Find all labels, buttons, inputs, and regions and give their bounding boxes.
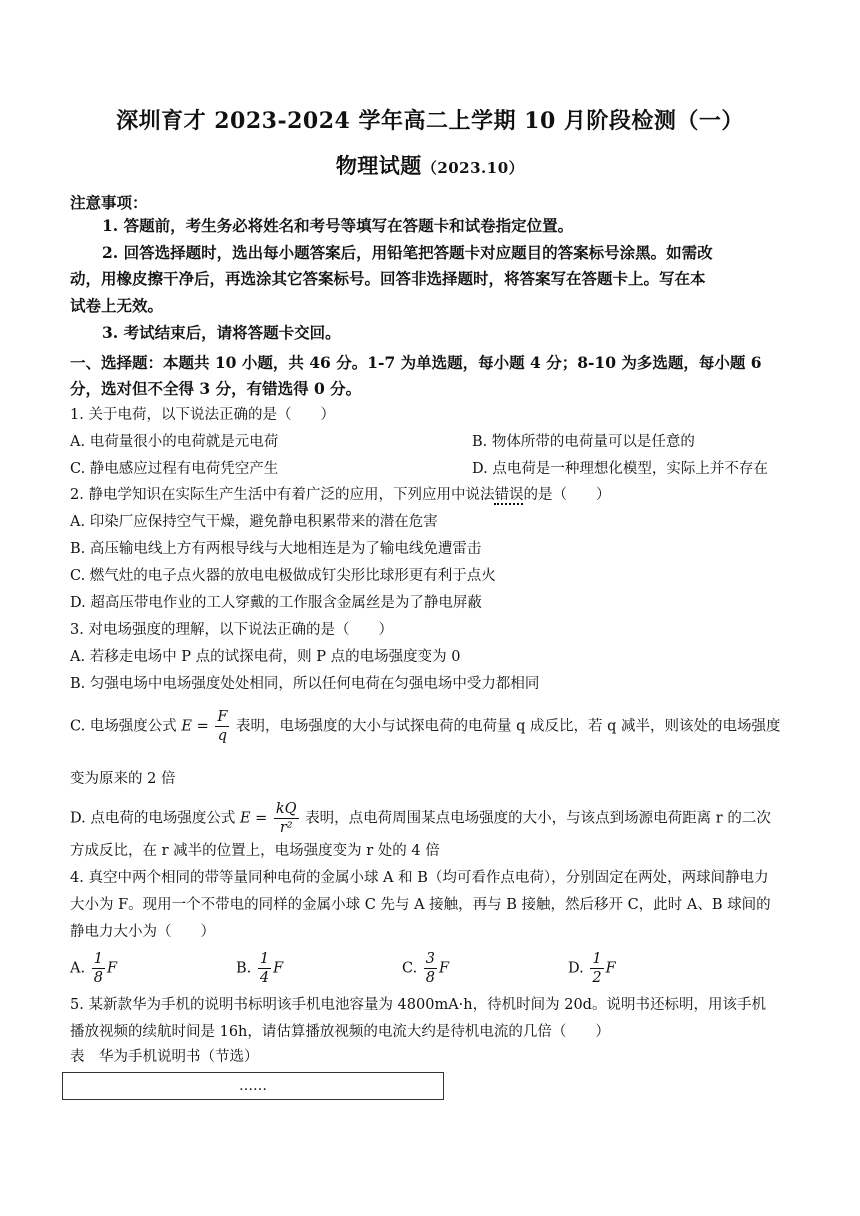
q4-option-a-var: F bbox=[106, 960, 117, 977]
q1-options-row2 bbox=[70, 458, 792, 480]
q2-option-a: A. 印染厂应保持空气干燥，避免静电积累带来的潜在危害 bbox=[70, 514, 438, 530]
exam-subtitle bbox=[0, 150, 860, 180]
q4-option-d bbox=[568, 950, 616, 987]
q4-line3: 静电力大小为（ ） bbox=[70, 924, 215, 940]
q4-option-c-var: F bbox=[439, 960, 450, 977]
q4-option-d-numerator: 1 bbox=[592, 951, 602, 967]
exam-title: 深圳育才 2023-2024 学年高二上学期 10 月阶段检测（一） bbox=[116, 108, 744, 134]
q4-option-d-fraction bbox=[590, 950, 603, 987]
q4-options-row bbox=[70, 950, 792, 990]
q2-stem bbox=[70, 484, 792, 506]
section1-line2: 分，选对但不全得 3 分，有错选得 0 分。 bbox=[70, 379, 362, 398]
notice-item-1: 1. 答题前，考生务必将姓名和考号等填写在答题卡和试卷指定位置。 bbox=[102, 216, 574, 235]
q4-option-b-fraction bbox=[258, 950, 271, 987]
notice-item-3: 3. 考试结束后，请将答题卡交回。 bbox=[102, 323, 341, 342]
subject-name: 物理试题 bbox=[335, 153, 422, 178]
q2-option-d: D. 超高压带电作业的工人穿戴的工作服含金属丝是为了静电屏蔽 bbox=[70, 595, 482, 611]
q1-option-b: B. 物体所带的电荷量可以是任意的 bbox=[472, 434, 695, 450]
q4-option-b bbox=[236, 950, 283, 987]
q3-option-c-pre: C. 电场强度公式 bbox=[70, 718, 177, 735]
q1-stem: 1. 关于电荷，以下说法正确的是（ ） bbox=[70, 407, 335, 423]
notice-item-2-line2: 动，用橡皮擦干净后，再选涂其它答案标号。回答非选择题时，将答案写在答题卡上。写在本 bbox=[70, 269, 706, 288]
q4-option-b-var: F bbox=[273, 960, 284, 977]
q4-option-a bbox=[70, 950, 117, 987]
notice-item-2-line3: 试卷上无效。 bbox=[70, 296, 164, 315]
q1-option-a: A. 电荷量很小的电荷就是元电荷 bbox=[70, 434, 279, 450]
q3-option-c-post: 表明，电场强度的大小与试探电荷的电荷量 q 成反比，若 q 减半，则该处的电场强度 bbox=[236, 718, 781, 735]
q4-option-c-label: C. bbox=[402, 960, 418, 977]
q3-option-d-fraction bbox=[274, 800, 299, 837]
q4-option-d-var: F bbox=[605, 960, 616, 977]
q3-option-b: B. 匀强电场中电场强度处处相同，所以任何电荷在匀强电场中受力都相同 bbox=[70, 676, 540, 692]
q3-option-c-line2: 变为原来的 2 倍 bbox=[70, 771, 176, 787]
q3-option-d-formula-lhs: E = bbox=[239, 810, 268, 827]
q3-option-d-line2: 方成反比，在 r 减半的位置上，电场强度变为 r 处的 4 倍 bbox=[70, 843, 440, 859]
q5-line2: 播放视频的续航时间是 16h，请估算播放视频的电流大约是待机电流的几倍（ ） bbox=[70, 1024, 610, 1040]
q5-spec-table bbox=[62, 1072, 444, 1100]
q4-option-b-label: B. bbox=[236, 960, 252, 977]
q4-option-a-fraction bbox=[92, 950, 105, 987]
q5-line1: 5. 某新款华为手机的说明书标明该手机电池容量为 4800mA·h，待机时间为 20d。说明书还标明，用该手机 bbox=[70, 997, 766, 1013]
q2-stem-post: 的是（ ） bbox=[523, 487, 611, 503]
q3-stem: 3. 对电场强度的理解，以下说法正确的是（ ） bbox=[70, 622, 393, 638]
q3-option-c-numerator: F bbox=[217, 709, 228, 725]
q4-option-c bbox=[402, 950, 449, 987]
q1-option-d: D. 点电荷是一种理想化模型，实际上并不存在 bbox=[472, 461, 768, 477]
q2-stem-pre: 2. 静电学知识在实际生产生活中有着广泛的应用，下列应用中说法 bbox=[70, 487, 495, 503]
q4-line2: 大小为 F。现用一个不带电的同样的金属小球 C 先与 A 接触，再与 B 接触，然后移开 C，此时 A、B 球间的 bbox=[70, 897, 771, 913]
q3-option-d-numerator: kQ bbox=[275, 801, 297, 817]
q3-option-c-denominator: q bbox=[215, 726, 229, 745]
q4-option-c-denominator: 8 bbox=[425, 970, 436, 986]
q3-option-c bbox=[70, 708, 792, 745]
q1-options-row1 bbox=[70, 431, 792, 453]
exam-date: （2023.10） bbox=[421, 159, 525, 177]
notice-item-2-line1: 2. 回答选择题时，选出每小题答案后，用铅笔把答题卡对应题目的答案标号涂黑。如需改 bbox=[102, 243, 713, 262]
q3-option-d-pre: D. 点电荷的电场强度公式 bbox=[70, 810, 236, 827]
q3-option-d-denominator: r² bbox=[274, 818, 299, 837]
q3-option-d-post: 表明，点电荷周围某点电场强度的大小，与该点到场源电荷距离 r 的二次 bbox=[305, 810, 771, 827]
q2-stem-emphasis: 错误 bbox=[494, 487, 524, 503]
q3-option-a: A. 若移走电场中 P 点的试探电荷，则 P 点的电场强度变为 0 bbox=[70, 649, 461, 665]
q1-option-c: C. 静电感应过程有电荷凭空产生 bbox=[70, 461, 279, 477]
q4-option-c-fraction bbox=[424, 950, 437, 987]
q4-option-a-denominator: 8 bbox=[93, 970, 103, 986]
q4-option-b-numerator: 1 bbox=[259, 951, 270, 967]
q4-option-d-denominator: 2 bbox=[592, 970, 602, 986]
q4-option-d-label: D. bbox=[568, 960, 584, 977]
q3-option-d bbox=[70, 800, 792, 837]
q3-option-c-formula-lhs: E = bbox=[181, 718, 209, 735]
section1-line1: 一、选择题：本题共 10 小题，共 46 分。1-7 为单选题，每小题 4 分；8-10 为多选题，每小题 6 bbox=[70, 353, 762, 372]
q2-option-b: B. 高压输电线上方有两根导线与大地相连是为了输电线免遭雷击 bbox=[70, 541, 482, 557]
q4-option-c-numerator: 3 bbox=[425, 951, 436, 967]
q4-option-b-denominator: 4 bbox=[259, 970, 270, 986]
q4-line1: 4. 真空中两个相同的带等量同种电荷的金属小球 A 和 B（均可看作点电荷），分别固定在两处，两球间静电力 bbox=[70, 870, 769, 886]
q5-table-caption: 表 华为手机说明书（节选） bbox=[70, 1049, 259, 1065]
q2-option-c: C. 燃气灶的电子点火器的放电电极做成钉尖形比球形更有利于点火 bbox=[70, 568, 496, 584]
q4-option-a-numerator: 1 bbox=[93, 951, 103, 967]
q3-option-c-fraction bbox=[215, 708, 229, 745]
q4-option-a-label: A. bbox=[70, 960, 86, 977]
notice-heading: 注意事项： bbox=[70, 193, 148, 212]
q5-table-cell: …… bbox=[239, 1078, 267, 1094]
